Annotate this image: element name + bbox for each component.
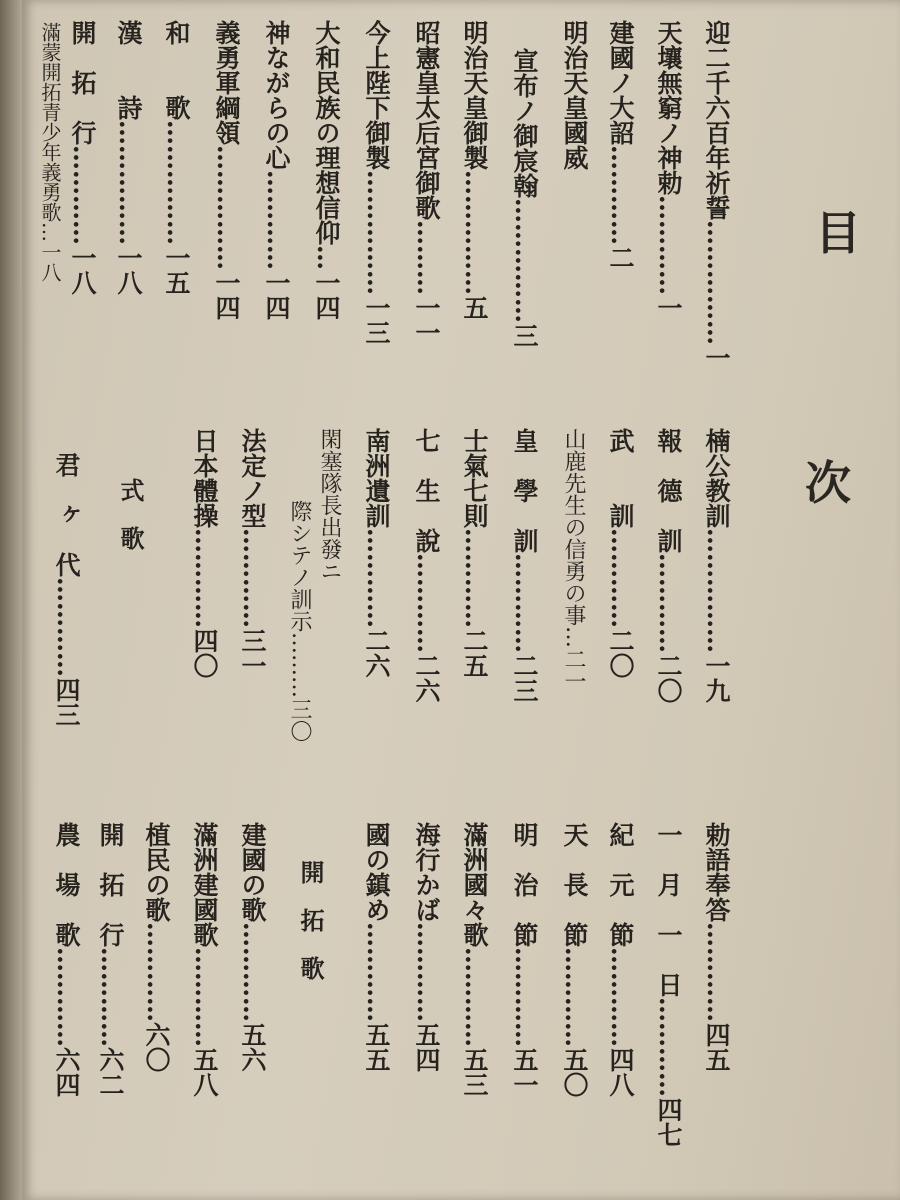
toc-entry: 天 長 節…………五〇 <box>560 822 589 1097</box>
toc-entry: 際シテノ訓示………三〇 <box>287 500 312 742</box>
section-heading-shikika: 式 歌 <box>116 478 145 550</box>
toc-entry: 明 治 節…………五一 <box>510 822 539 1097</box>
toc-entry: 楠公教訓……………一九 <box>702 428 731 703</box>
toc-entry: 今上陛下御製……………一三 <box>362 20 391 345</box>
toc-entry: 農 場 歌…………六四 <box>52 822 81 1097</box>
toc-entry: 宣布ノ御宸翰……………三 <box>510 48 539 348</box>
toc-entry: 山鹿先生の信勇の事…二一 <box>561 428 586 692</box>
heading-char-ji: 次 <box>805 456 851 510</box>
toc-entry: 紀 元 節…………四八 <box>606 822 635 1097</box>
toc-entry: 明治天皇御製……………五 <box>460 20 489 320</box>
toc-entry: 昭憲皇太后宮御歌………一一 <box>412 20 441 345</box>
toc-entry: 國の鎮め…………五五 <box>362 822 391 1072</box>
toc-entry: 開 拓 行…………六二 <box>96 822 125 1097</box>
toc-entry: 滿洲國々歌…………五三 <box>460 822 489 1097</box>
toc-entry: 武 訓…………二〇 <box>606 428 635 678</box>
toc-entry: 滿洲建國歌…………五八 <box>190 822 219 1097</box>
toc-entry: 建國の歌…………五六 <box>238 822 267 1072</box>
toc-entry: 植民の歌…………六〇 <box>142 822 171 1072</box>
toc-entry: 勅語奉答…………四五 <box>702 822 731 1072</box>
toc-entry: 海行かば…………五四 <box>412 822 441 1072</box>
toc-entry: 迎二千六百年祈誓……………一 <box>702 20 731 370</box>
toc-entry: 七 生 說…………二六 <box>412 428 441 703</box>
toc-entry: 和 歌……………一五 <box>162 20 191 295</box>
toc-entry: 一 月 一 日…………四七 <box>654 822 683 1147</box>
toc-entry: 閑塞隊長出發ニ <box>317 428 342 582</box>
toc-entry: 神ながらの心…………一四 <box>262 20 291 320</box>
toc-entry: 君 ヶ 代…………四三 <box>52 452 81 727</box>
section-heading-kaitakuka: 開 拓 歌 <box>296 860 325 980</box>
toc-entry: 法定ノ型…………三一 <box>238 428 267 678</box>
toc-entry: 建國ノ大詔…………二 <box>606 20 635 270</box>
toc-entry: 開 拓 行…………一八 <box>68 20 97 295</box>
toc-entry: 士氣七則…………二五 <box>460 428 489 678</box>
toc-entry: 漢 詩……………一八 <box>114 20 143 295</box>
toc-entry: 報 德 訓…………二〇 <box>654 428 683 703</box>
toc-entry: 南洲遺訓…………二六 <box>362 428 391 678</box>
toc-entry: 皇 學 訓…………二三 <box>510 428 539 703</box>
toc-entry: 滿蒙開拓青少年義勇歌…一八 <box>38 22 62 282</box>
heading-char-moku: 目 <box>815 206 861 260</box>
toc-entry: 日本體操…………四〇 <box>190 428 219 678</box>
toc-entry: 義勇軍綱領……………一四 <box>212 20 241 320</box>
toc-entry: 天壤無窮ノ神勅…………一 <box>654 20 683 320</box>
toc-entry: 明治天皇國威 <box>560 20 589 170</box>
toc-entry: 大和民族の理想信仰…一四 <box>312 20 341 320</box>
